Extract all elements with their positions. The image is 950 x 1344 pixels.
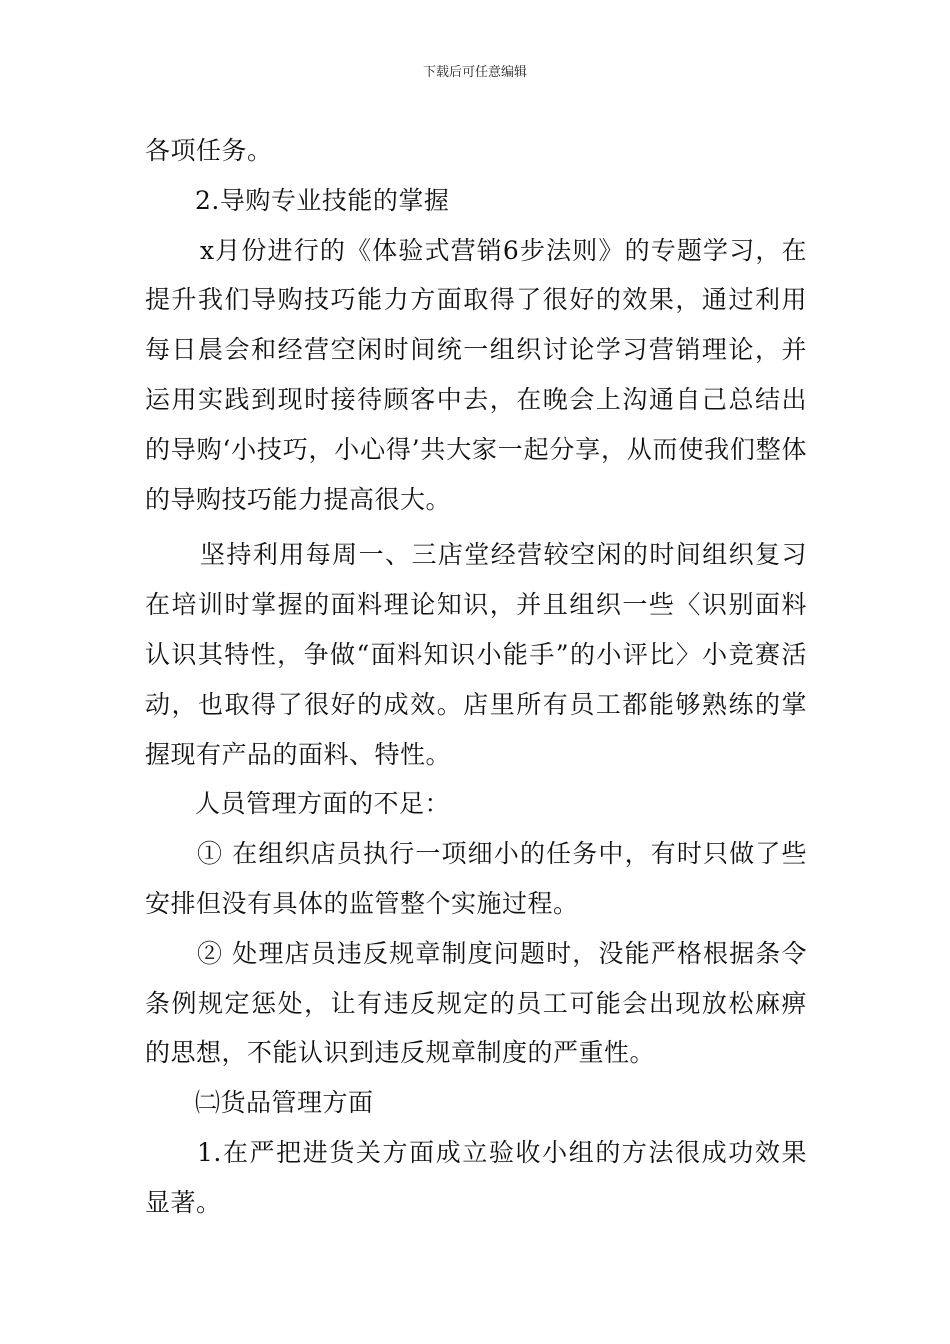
page-header: 下载后可任意编辑 — [422, 65, 527, 80]
section-heading-staff-shortcomings: 人员管理方面的不足： — [195, 789, 451, 819]
section-heading-sales-skills: 2.导购专业技能的掌握 — [195, 185, 450, 215]
list-item-shortcoming-2: ② 处理店员违反规章制度问题时，没能严格根据条令条例规定惩处，让有违反规定的员工可能会出现放松麻痹的思想，不能认识到违反规章制度的严重性。 — [145, 938, 807, 1068]
paragraph-continuation: 各项任务。 — [145, 136, 273, 165]
list-item-shortcoming-1: ① 在组织店员执行一项细小的任务中，有时只做了些安排但没有具体的监管整个实施过程。 — [145, 839, 807, 918]
paragraph-goods-inspection: 1.在严把进货关方面成立验收小组的方法很成功效果显著。 — [145, 1137, 807, 1217]
section-heading-goods-management: ㈡货品管理方面 — [195, 1088, 374, 1118]
paragraph-marketing-training: x月份进行的《体验式营销6步法则》的专题学习，在提升我们导购技巧能力方面取得了很好的效果，通过利用每日晨会和经营空闲时间统一组织讨论学习营销理论，并运用实践到现时接待顾客中去，在晚会上沟通自己总结出的导购‘小技巧，小心得’共大家一起分享，从而使我们整体的导购技巧能力提高很大。 — [145, 235, 807, 514]
paragraph-fabric-knowledge: 坚持利用每周一、三店堂经营较空闲的时间组织复习在培训时掌握的面料理论知识，并且组织一些〈识别面料认识其特性，争做“面料知识小能手”的小评比〉小竞赛活动，也取得了很好的成效。店里所有员工都能够熟练的掌握现有产品的面料、特性。 — [145, 540, 807, 769]
document-body — [145, 126, 807, 1228]
